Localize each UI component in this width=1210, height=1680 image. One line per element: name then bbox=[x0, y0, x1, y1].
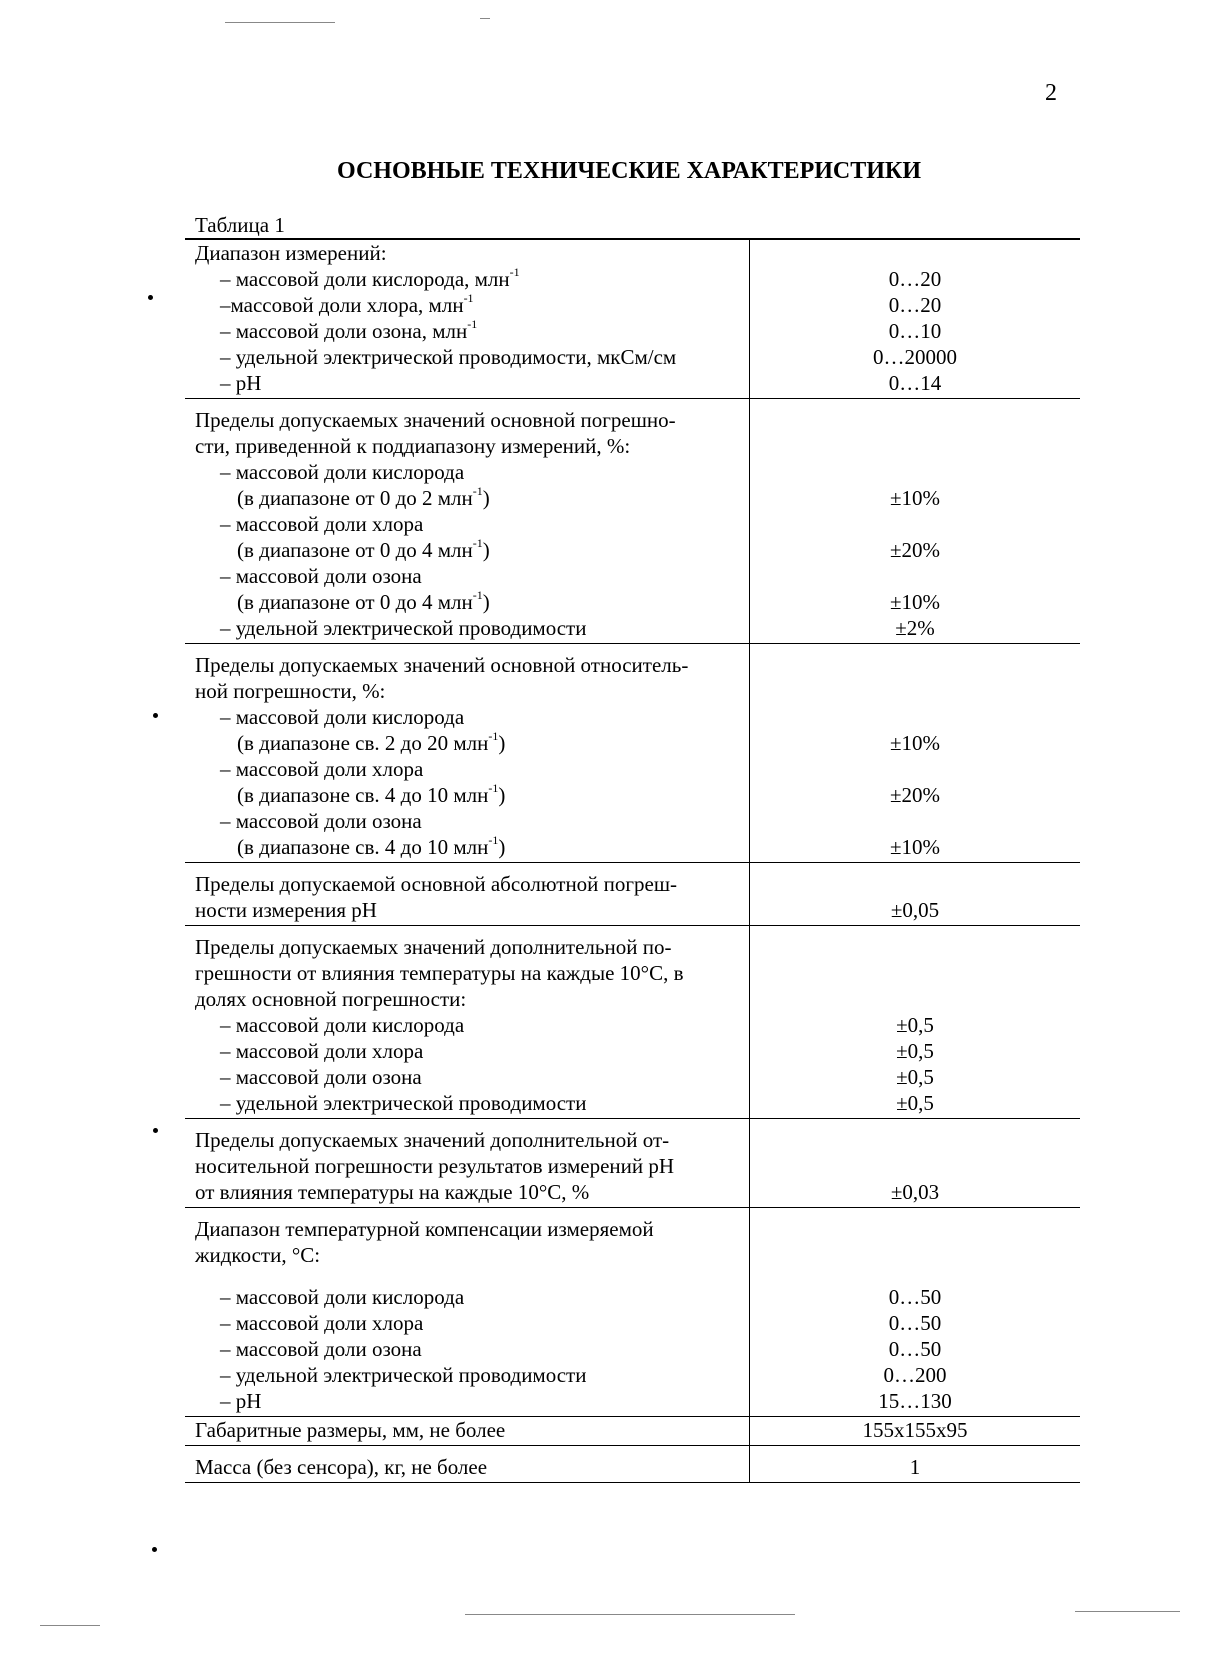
section-heading: долях основной погрешности: bbox=[195, 987, 467, 1011]
scan-artifact-bottom-left bbox=[40, 1625, 100, 1626]
row-sublabel: (в диапазоне св. 4 до 10 млн$^{-1}$) bbox=[237, 781, 506, 807]
section-heading: Пределы допускаемых значений основной относитель- bbox=[195, 653, 689, 677]
section-temp-compensation bbox=[185, 1208, 1080, 1417]
row-value: ±10% bbox=[889, 486, 941, 510]
row-value: ±0,5 bbox=[896, 1013, 934, 1037]
row-label: Габаритные размеры, мм, не более bbox=[195, 1418, 506, 1442]
section-value-cell bbox=[750, 926, 1080, 1118]
row-sublabel: (в диапазоне св. 4 до 10 млн$^{-1}$) bbox=[237, 833, 506, 859]
section-value-cell bbox=[750, 644, 1080, 862]
spec-table bbox=[185, 238, 1080, 1483]
section-heading: ности измерения pH bbox=[195, 898, 377, 922]
row-label: – массовой доли хлора bbox=[220, 1039, 424, 1063]
section-mass bbox=[185, 1446, 1080, 1483]
section-label-cell bbox=[185, 1119, 750, 1207]
section-temp-additional-relative-ph bbox=[185, 1119, 1080, 1208]
section-dimensions bbox=[185, 1417, 1080, 1446]
section-heading: от влияния температуры на каждые 10°С, % bbox=[195, 1180, 590, 1204]
section-value-cell bbox=[750, 1119, 1080, 1207]
row-label: – массовой доли кислорода bbox=[220, 1013, 465, 1037]
row-value: ±0,03 bbox=[890, 1180, 940, 1204]
section-value-cell bbox=[750, 1417, 1080, 1445]
row-value: ±0,05 bbox=[890, 898, 940, 922]
row-label: – массовой доли озона, млн$^{-1}$ bbox=[220, 317, 478, 343]
section-label-cell bbox=[185, 863, 750, 925]
row-label: – массовой доли кислорода bbox=[220, 460, 465, 484]
row-value: 0…14 bbox=[888, 371, 942, 395]
scan-dot bbox=[152, 1547, 157, 1552]
row-value: 0…200 bbox=[883, 1363, 947, 1387]
section-heading: Диапазон измерений: bbox=[195, 241, 387, 265]
section-label-cell bbox=[185, 1446, 750, 1482]
row-label: – массовой доли кислорода, млн$^{-1}$ bbox=[220, 265, 520, 291]
row-label: – массовой доли озона bbox=[220, 809, 422, 833]
section-heading: Диапазон температурной компенсации измеряемой bbox=[195, 1217, 654, 1241]
section-temp-additional-error bbox=[185, 926, 1080, 1119]
row-value: ±10% bbox=[889, 590, 941, 614]
row-value: ±20% bbox=[889, 783, 941, 807]
row-sublabel: (в диапазоне от 0 до 4 млн$^{-1}$) bbox=[237, 536, 490, 562]
row-label: – pH bbox=[220, 1389, 262, 1413]
scan-artifact-bottom-right bbox=[1075, 1611, 1180, 1612]
section-label-cell bbox=[185, 644, 750, 862]
section-heading: Пределы допускаемых значений дополнительной по- bbox=[195, 935, 672, 959]
row-sublabel: (в диапазоне от 0 до 2 млн$^{-1}$) bbox=[237, 484, 490, 510]
section-heading: сти, приведенной к поддиапазону измерений, %: bbox=[195, 434, 631, 458]
section-label-cell bbox=[185, 1417, 750, 1445]
section-relative-error bbox=[185, 644, 1080, 863]
row-value: 0…20 bbox=[888, 267, 942, 291]
row-label: – удельной электрической проводимости, мкСм/см bbox=[220, 345, 677, 369]
section-value-cell bbox=[750, 1446, 1080, 1482]
row-label: – массовой доли хлора bbox=[220, 757, 424, 781]
row-value: 0…20000 bbox=[873, 345, 957, 369]
section-heading: жидкости, °С: bbox=[195, 1243, 321, 1267]
row-value: ±0,5 bbox=[896, 1039, 934, 1063]
row-value: ±20% bbox=[889, 538, 941, 562]
row-label: – массовой доли кислорода bbox=[220, 705, 465, 729]
section-measurement-range bbox=[185, 240, 1080, 399]
table-caption: Таблица 1 bbox=[195, 213, 285, 237]
row-value: 0…20 bbox=[888, 293, 942, 317]
row-value: 0…50 bbox=[888, 1285, 942, 1309]
row-label: – массовой доли хлора bbox=[220, 512, 424, 536]
row-value: 0…10 bbox=[888, 319, 942, 343]
section-heading: ной погрешности, %: bbox=[195, 679, 386, 703]
row-label: – массовой доли озона bbox=[220, 564, 422, 588]
row-label: – pH bbox=[220, 371, 262, 395]
section-label-cell bbox=[185, 926, 750, 1118]
section-heading: Пределы допускаемых значений дополнительной от- bbox=[195, 1128, 670, 1152]
scan-dot bbox=[153, 1128, 158, 1133]
row-value: ±10% bbox=[889, 731, 941, 755]
row-value: 15…130 bbox=[878, 1389, 952, 1413]
row-value: 155х155х95 bbox=[862, 1418, 968, 1442]
section-label-cell bbox=[185, 240, 750, 398]
row-label: – массовой доли хлора bbox=[220, 1311, 424, 1335]
section-reduced-error bbox=[185, 399, 1080, 644]
row-label: – массовой доли озона bbox=[220, 1337, 422, 1361]
row-label: Масса (без сенсора), кг, не более bbox=[195, 1455, 488, 1479]
scan-dot bbox=[153, 713, 158, 718]
scan-artifact-bottom bbox=[465, 1614, 795, 1615]
section-value-cell bbox=[750, 1208, 1080, 1416]
row-value: ±0,5 bbox=[896, 1091, 934, 1115]
row-value: ±10% bbox=[889, 835, 941, 859]
row-label: – массовой доли кислорода bbox=[220, 1285, 465, 1309]
row-sublabel: (в диапазоне св. 2 до 20 млн$^{-1}$) bbox=[237, 729, 506, 755]
row-label: – удельной электрической проводимости bbox=[220, 616, 587, 640]
row-label: – массовой доли озона bbox=[220, 1065, 422, 1089]
row-label: –массовой доли хлора, млн$^{-1}$ bbox=[220, 291, 474, 317]
section-value-cell bbox=[750, 399, 1080, 643]
section-absolute-error-ph bbox=[185, 863, 1080, 926]
section-value-cell bbox=[750, 863, 1080, 925]
section-label-cell bbox=[185, 1208, 750, 1416]
section-heading: носительной погрешности результатов измерений pH bbox=[195, 1154, 675, 1178]
section-label-cell bbox=[185, 399, 750, 643]
page-number: 2 bbox=[1045, 80, 1057, 106]
scan-artifact-top bbox=[225, 22, 335, 23]
row-value: 1 bbox=[909, 1455, 921, 1479]
row-value: ±2% bbox=[895, 616, 935, 640]
page-title: ОСНОВНЫЕ ТЕХНИЧЕСКИЕ ХАРАКТЕРИСТИКИ bbox=[336, 158, 921, 184]
row-label: – удельной электрической проводимости bbox=[220, 1091, 587, 1115]
section-heading: Пределы допускаемой основной абсолютной погреш- bbox=[195, 872, 678, 896]
row-value: 0…50 bbox=[888, 1311, 942, 1335]
row-label: – удельной электрической проводимости bbox=[220, 1363, 587, 1387]
section-heading: грешности от влияния температуры на каждые 10°С, в bbox=[195, 961, 684, 985]
row-value: 0…50 bbox=[888, 1337, 942, 1361]
row-value: ±0,5 bbox=[896, 1065, 934, 1089]
section-heading: Пределы допускаемых значений основной погрешно- bbox=[195, 408, 676, 432]
row-sublabel: (в диапазоне от 0 до 4 млн$^{-1}$) bbox=[237, 588, 490, 614]
scan-dot bbox=[148, 295, 153, 300]
scan-artifact-top-small bbox=[480, 18, 490, 19]
section-value-cell bbox=[750, 240, 1080, 398]
